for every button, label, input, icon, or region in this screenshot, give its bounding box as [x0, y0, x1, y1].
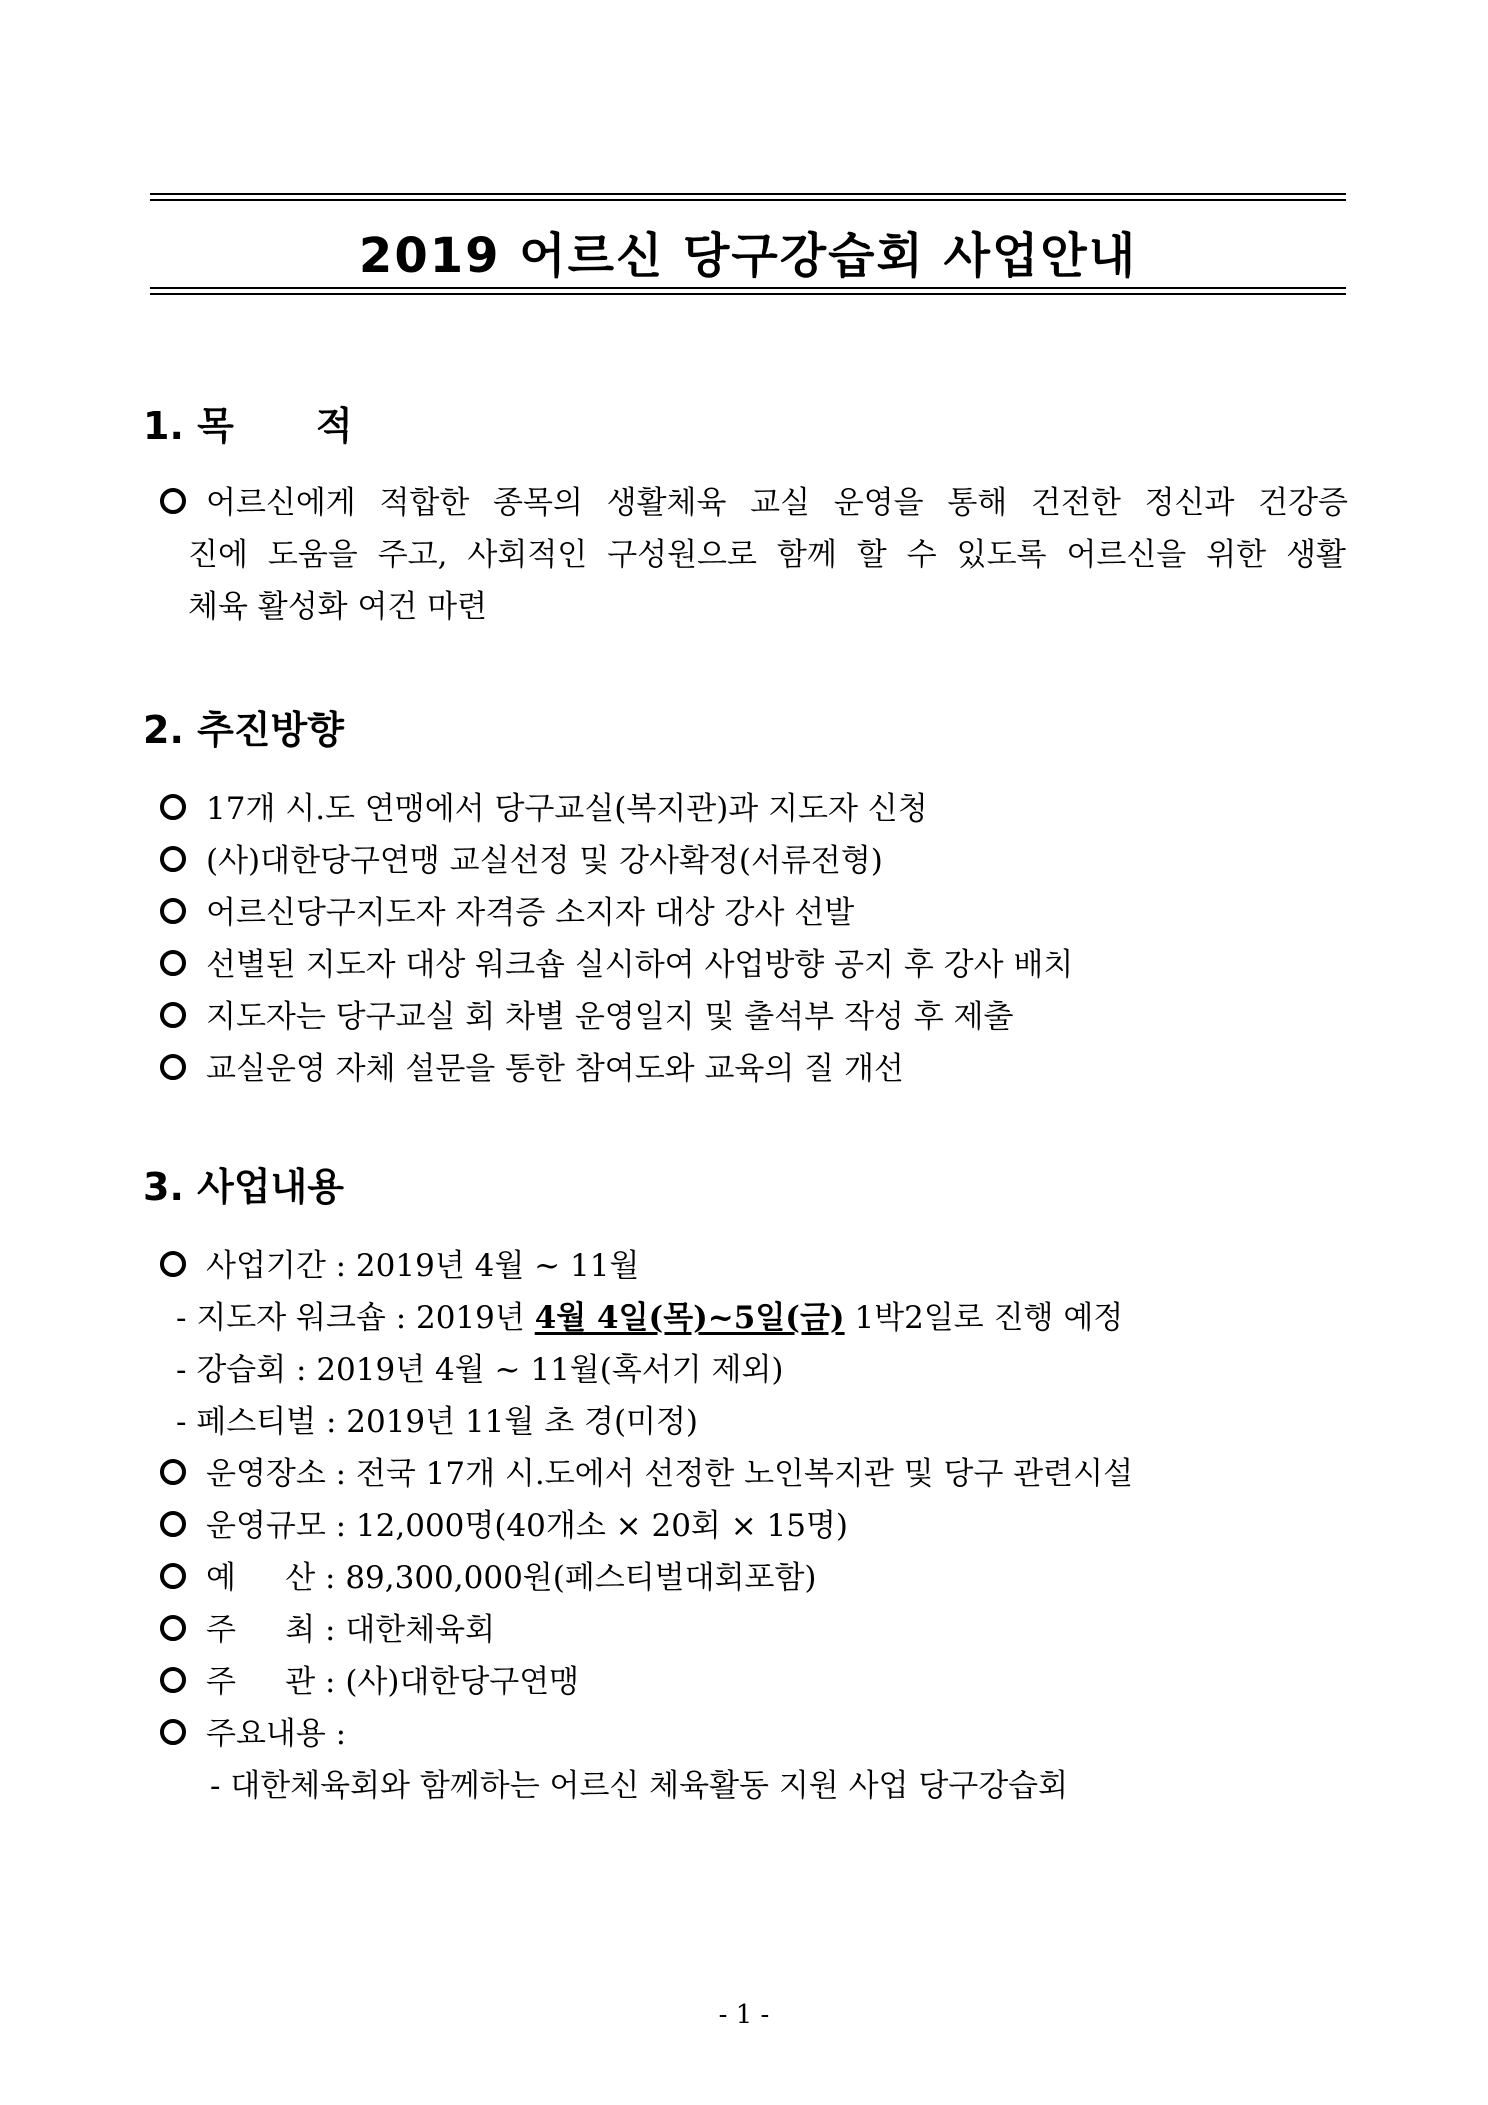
- section-1-heading: [143, 402, 353, 450]
- host-line: 주 최 : 대한체육회: [160, 1610, 495, 1650]
- section-3-number: 3.: [143, 1165, 184, 1209]
- circle-bullet-icon: [160, 950, 186, 976]
- section-1-line-2: 진에 도움을 주고, 사회적인 구성원으로 함께 할 수 있도록 어르신을 위한 생활: [188, 537, 1346, 573]
- section-3-heading: [143, 1163, 344, 1211]
- circle-bullet-icon: [160, 1667, 186, 1693]
- section-1-number: 1.: [143, 404, 184, 448]
- circle-bullet-icon: [160, 488, 186, 514]
- section-3-title: 사업내용: [197, 1165, 344, 1209]
- location-line: 운영장소 : 전국 17개 시.도에서 선정한 노인복지관 및 당구 관련시설: [160, 1454, 1133, 1494]
- section-1-line-3: 체육 활성화 여건 마련: [188, 589, 488, 625]
- circle-bullet-icon: [160, 1511, 186, 1537]
- section-2-title: 추진방향: [197, 708, 344, 752]
- section-2-heading: [143, 706, 344, 754]
- organizer-line: 주 관 : (사)대한당구연맹: [160, 1662, 579, 1702]
- list-item: 어르신당구지도자 자격증 소지자 대상 강사 선발: [160, 893, 854, 933]
- list-item: 지도자는 당구교실 회 차별 운영일지 및 출석부 작성 후 제출: [160, 997, 1013, 1037]
- lecture-line: - 강습회 : 2019년 4월 ~ 11월(혹서기 제외): [176, 1352, 784, 1388]
- title-top-rule: [150, 193, 1346, 195]
- list-item: (사)대한당구연맹 교실선정 및 강사확정(서류전형): [160, 841, 883, 881]
- circle-bullet-icon: [160, 1251, 186, 1277]
- circle-bullet-icon: [160, 898, 186, 924]
- page-title: 2019 어르신 당구강습회 사업안내: [358, 228, 1138, 284]
- content-label-line: 주요내용 :: [160, 1714, 346, 1754]
- section-1-heading-b: 적: [315, 404, 353, 448]
- circle-bullet-icon: [160, 1054, 186, 1080]
- content-item-line: - 대한체육회와 함께하는 어르신 체육활동 지원 사업 당구강습회: [210, 1768, 1069, 1804]
- circle-bullet-icon: [160, 1563, 186, 1589]
- circle-bullet-icon: [160, 1615, 186, 1641]
- title-bottom-rule: [150, 293, 1346, 295]
- circle-bullet-icon: [160, 1002, 186, 1028]
- section-1-line-1: 어르신에게 적합한 종목의 생활체육 교실 운영을 통해 건전한 정신과 건강증: [160, 483, 1348, 523]
- workshop-date: 4월 4일(목)~5일(금): [534, 1300, 845, 1336]
- list-item: 17개 시.도 연맹에서 당구교실(복지관)과 지도자 신청: [160, 789, 928, 829]
- scale-line: 운영규모 : 12,000명(40개소 × 20회 × 15명): [160, 1506, 848, 1546]
- circle-bullet-icon: [160, 846, 186, 872]
- circle-bullet-icon: [160, 794, 186, 820]
- title-box: [150, 193, 1346, 295]
- budget-line: 예 산 : 89,300,000원(페스티벌대회포함): [160, 1558, 817, 1598]
- title-top-rule-inner: [150, 199, 1346, 201]
- section-2-number: 2.: [143, 708, 184, 752]
- circle-bullet-icon: [160, 1459, 186, 1485]
- page-number: - 1 -: [718, 2000, 770, 2030]
- title-bottom-rule-inner: [150, 287, 1346, 289]
- section-1-heading-a: 목: [197, 404, 234, 448]
- workshop-line: - 지도자 워크숍 : 2019년 4월 4일(목)~5일(금) 1박2일로 진행 예정: [176, 1300, 1124, 1336]
- festival-line: - 페스티벌 : 2019년 11월 초 경(미정): [176, 1404, 699, 1440]
- list-item: 선별된 지도자 대상 워크숍 실시하여 사업방향 공지 후 강사 배치: [160, 945, 1073, 985]
- circle-bullet-icon: [160, 1719, 186, 1745]
- list-item: 교실운영 자체 설문을 통한 참여도와 교육의 질 개선: [160, 1049, 904, 1089]
- business-period: 사업기간 : 2019년 4월 ~ 11월: [160, 1246, 639, 1286]
